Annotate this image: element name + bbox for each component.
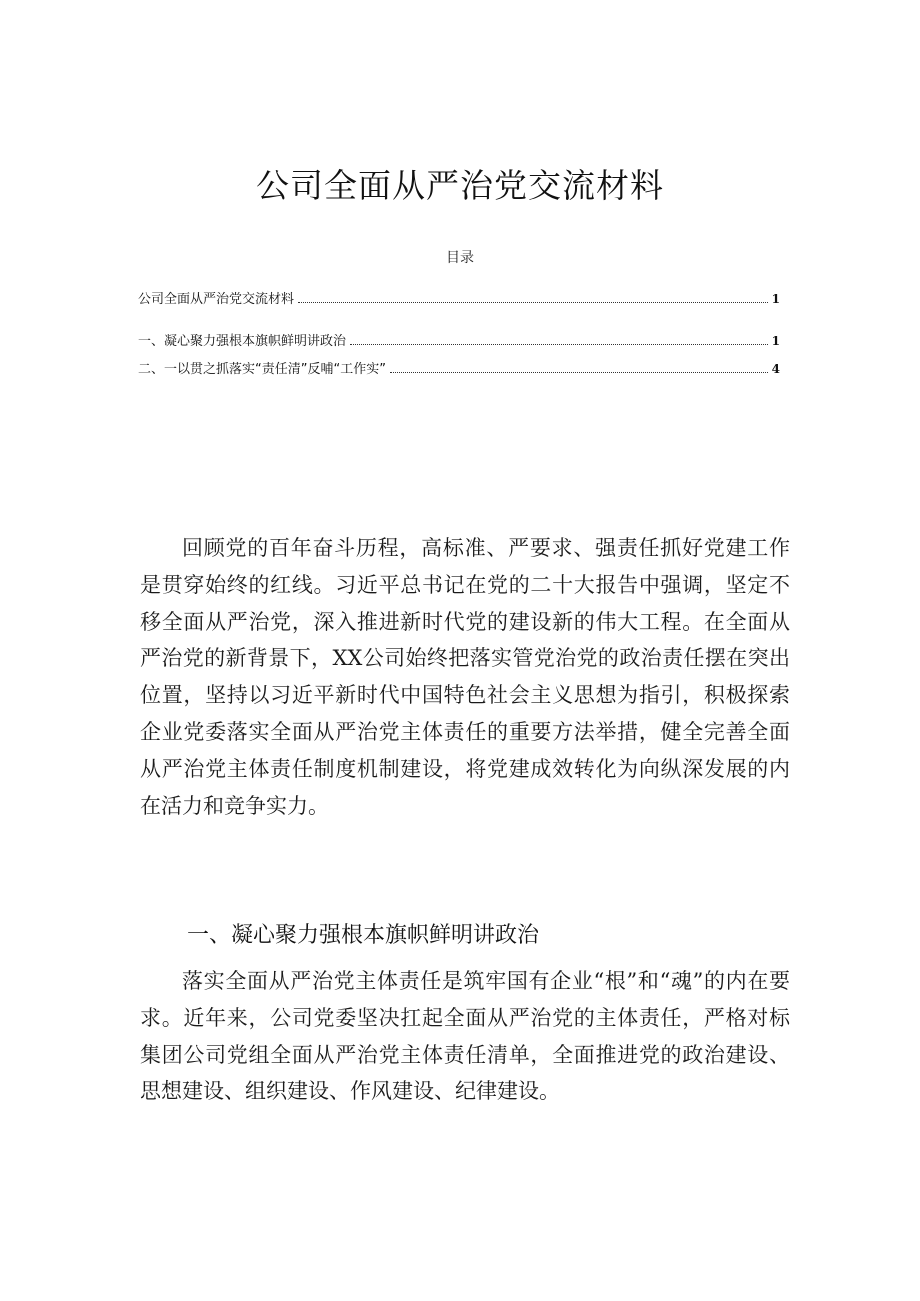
toc-entry-page: 1 (771, 292, 780, 306)
toc-leader-dots (350, 343, 768, 345)
toc-leader-dots (390, 371, 768, 373)
section-1-heading: 一、凝心聚力强根本旗帜鲜明讲政治 (187, 923, 540, 948)
document-title: 公司全面从严治党交流材料 (256, 166, 664, 205)
toc-entry-section-1[interactable] (138, 330, 780, 350)
toc-entry-label: 二、一以贯之抓落实“责任清”反哺“工作实” (138, 362, 386, 377)
toc-entry-title[interactable] (138, 288, 780, 308)
toc-entry-page: 4 (771, 362, 780, 376)
intro-paragraph: 回顾党的百年奋斗历程，高标准、严要求、强责任抓好党建工作是贯穿始终的红线。习近平总书记在党的二十大报告中强调，坚定不移全面从严治党，深入推进新时代党的建设新的伟大工程。在全面从严治党的新背景下，XX公司始终把落实管党治党的政治责任摆在突出位置，坚持以习近平新时代中国特色社会主义思想为指引，积极探索企业党委落实全面从严治党主体责任的重要方法举措，健全完善全面从严治党主体责任制度机制建设，将党建成效转化为向纵深发展的内在活力和竞争实力。 (140, 536, 790, 818)
toc-entry-label: 一、凝心聚力强根本旗帜鲜明讲政治 (138, 334, 347, 349)
toc-entry-section-2[interactable] (138, 358, 780, 378)
toc-entry-label: 公司全面从严治党交流材料 (138, 292, 295, 307)
section-1-paragraph: 落实全面从严治党主体责任是筑牢国有企业“根”和“魂”的内在要求。近年来，公司党委坚决扛起全面从严治党的主体责任，严格对标集团公司党组全面从严治党主体责任清单，全面推进党的政治建设、思想建设、组织建设、作风建设、纪律建设。 (140, 969, 790, 1104)
toc-leader-dots (298, 301, 768, 303)
toc-entry-page: 1 (771, 334, 780, 348)
toc-heading: 目录 (446, 250, 474, 266)
